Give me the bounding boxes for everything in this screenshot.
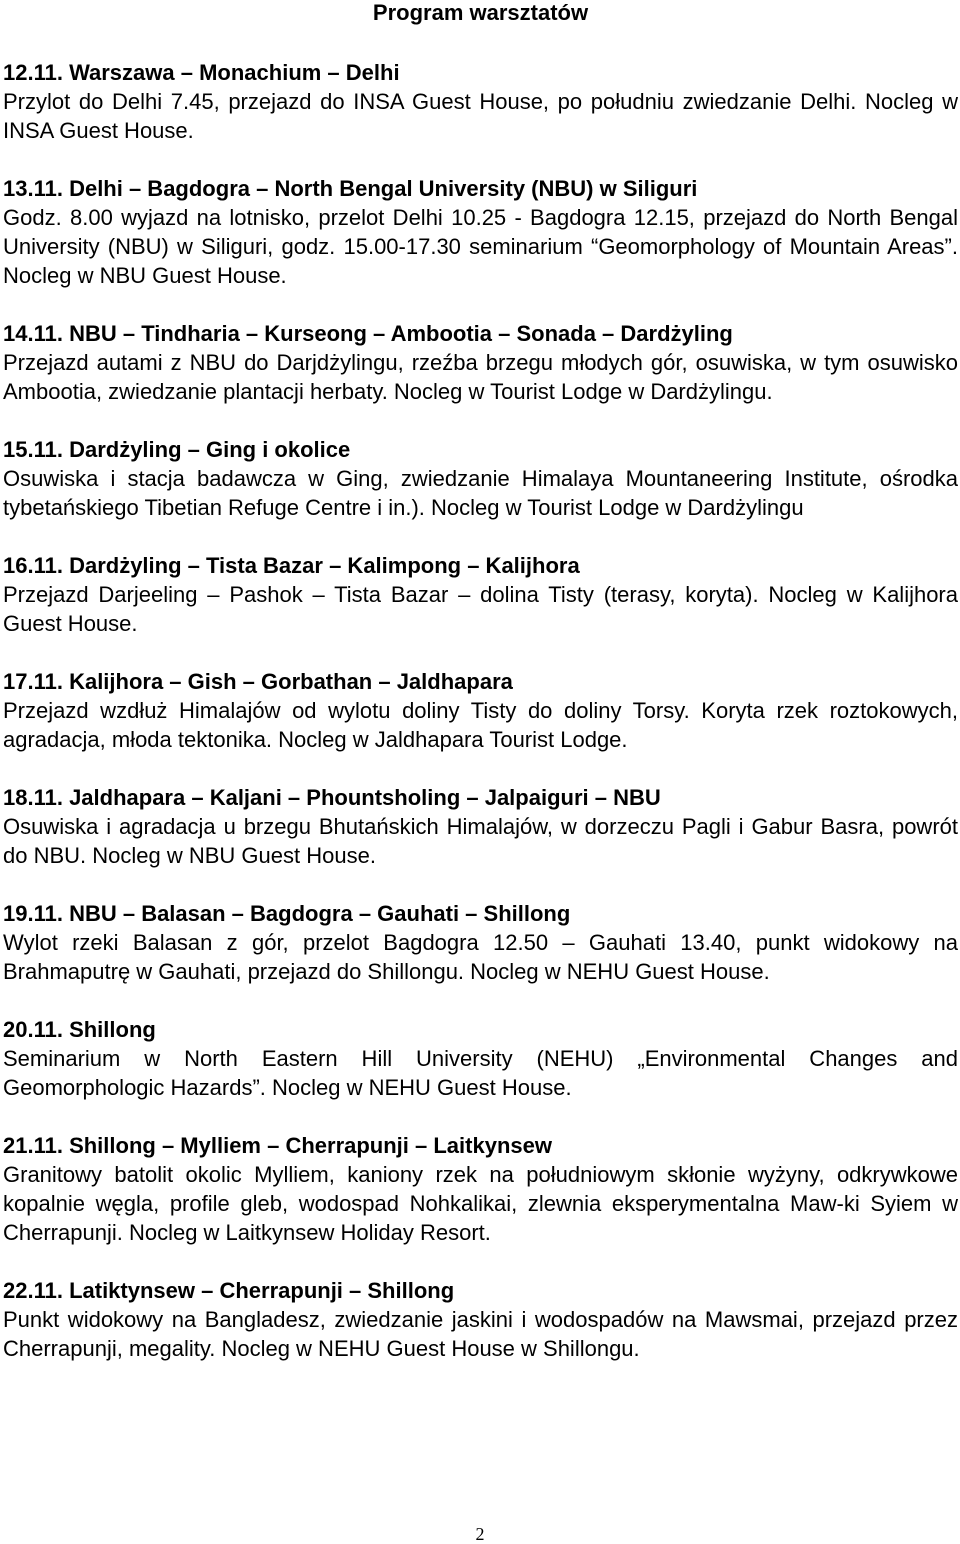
day-description: Godz. 8.00 wyjazd na lotnisko, przelot Delhi 10.25 - Bagdogra 12.15, przejazd do North Bengal University (NBU) w Siliguri, godz. 15.00-17.30 seminarium “Geomorphology of Mountain Areas”. Nocleg w NBU Guest House. <box>3 205 958 288</box>
day-entry <box>3 899 958 986</box>
day-heading: 15.11. Dardżyling – Ging i okolice <box>3 437 351 462</box>
day-entry <box>3 58 958 145</box>
page-title: Program warsztatów <box>372 0 589 25</box>
day-heading: 17.11. Kalijhora – Gish – Gorbathan – Jaldhapara <box>3 669 513 694</box>
day-heading: 12.11. Warszawa – Monachium – Delhi <box>3 60 400 85</box>
day-description: Granitowy batolit okolic Mylliem, kaniony rzek na południowym skłonie wyżyny, odkrywkowe kopalnie węgla, profile gleb, wodospad Nohkalikai, zlewnia eksperymentalna Maw-ki Syiem w Cherrapunji. Nocleg w Laitkynsew Holiday Resort. <box>3 1162 958 1245</box>
day-entry <box>3 783 958 870</box>
day-entry <box>3 435 958 522</box>
day-entry <box>3 1015 958 1102</box>
day-entry <box>3 319 958 406</box>
day-heading: 16.11. Dardżyling – Tista Bazar – Kalimpong – Kalijhora <box>3 553 580 578</box>
day-heading: 22.11. Latiktynsew – Cherrapunji – Shillong <box>3 1278 455 1303</box>
day-entry <box>3 551 958 638</box>
day-description: Przejazd wzdłuż Himalajów od wylotu doliny Tisty do doliny Torsy. Koryta rzek roztokowych, agradacja, młoda tektonika. Nocleg w Jaldhapara Tourist Lodge. <box>3 698 958 752</box>
day-entry <box>3 174 958 290</box>
day-heading: 13.11. Delhi – Bagdogra – North Bengal University (NBU) w Siliguri <box>3 176 698 201</box>
day-entry <box>3 1131 958 1247</box>
day-description: Przejazd Darjeeling – Pashok – Tista Bazar – dolina Tisty (terasy, koryta). Nocleg w Kalijhora Guest House. <box>3 582 958 636</box>
day-description: Przejazd autami z NBU do Darjdżylingu, rzeźba brzegu młodych gór, osuwiska, w tym osuwisko Ambootia, zwiedzanie plantacji herbaty. Nocleg w Tourist Lodge w Dardżylingu. <box>3 350 958 404</box>
day-heading: 21.11. Shillong – Mylliem – Cherrapunji – Laitkynsew <box>3 1133 552 1158</box>
document-page <box>3 0 958 1392</box>
day-entry <box>3 1276 958 1363</box>
day-description: Przylot do Delhi 7.45, przejazd do INSA Guest House, po południu zwiedzanie Delhi. Nocleg w INSA Guest House. <box>3 89 958 143</box>
page-number: 2 <box>475 1524 485 1544</box>
day-description: Punkt widokowy na Bangladesz, zwiedzanie jaskini i wodospadów na Mawsmai, przejazd przez Cherrapunji, megality. Nocleg w NEHU Guest House w Shillongu. <box>3 1307 958 1361</box>
day-description: Osuwiska i agradacja u brzegu Bhutańskich Himalajów, w dorzeczu Pagli i Gabur Basra, powrót do NBU. Nocleg w NBU Guest House. <box>3 814 958 868</box>
day-description: Osuwiska i stacja badawcza w Ging, zwiedzanie Himalaya Mountaneering Institute, ośrodka tybetańskiego Tibetian Refuge Centre i in.). Nocleg w Tourist Lodge w Dardżylingu <box>3 466 958 520</box>
day-heading: 19.11. NBU – Balasan – Bagdogra – Gauhati – Shillong <box>3 901 571 926</box>
day-heading: 14.11. NBU – Tindharia – Kurseong – Ambootia – Sonada – Dardżyling <box>3 321 733 346</box>
day-description: Seminarium w North Eastern Hill University (NEHU) „Environmental Changes and Geomorphologic Hazards”. Nocleg w NEHU Guest House. <box>3 1046 958 1100</box>
day-heading: 18.11. Jaldhapara – Kaljani – Phountsholing – Jalpaiguri – NBU <box>3 785 661 810</box>
day-list <box>3 58 958 1363</box>
day-description: Wylot rzeki Balasan z gór, przelot Bagdogra 12.50 – Gauhati 13.40, punkt widokowy na Brahmaputrę w Gauhati, przejazd do Shillongu. Nocleg w NEHU Guest House. <box>3 930 958 984</box>
day-heading: 20.11. Shillong <box>3 1017 156 1042</box>
day-entry <box>3 667 958 754</box>
